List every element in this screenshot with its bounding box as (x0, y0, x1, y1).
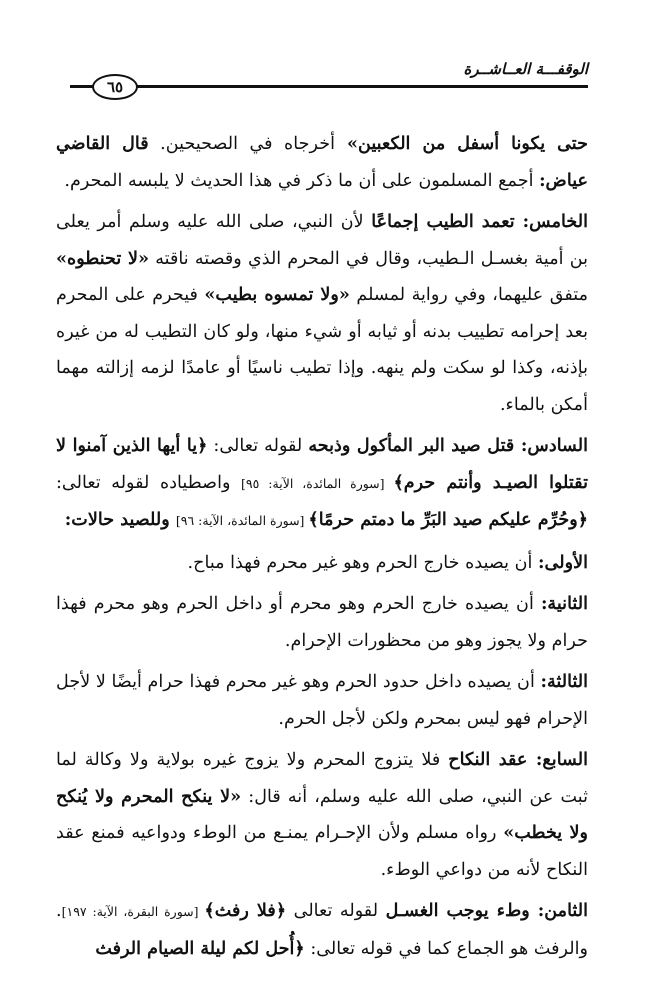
bold-text: وللصيد حالات: (64, 509, 176, 530)
paragraph (56, 428, 588, 540)
body-text: أن يصيده داخل حدود الحرم وهو غير محرم فهذا حرام أيضًا لا لأجل الإحرام فهو ليس بمحرم ولكن لأجل الحرم. (56, 672, 588, 729)
bold-text: السادس: قتل صيد البر المأكول وذبحه (308, 435, 588, 456)
body-text: أن يصيده خارج الحرم وهو غير محرم فهذا مباح. (187, 552, 539, 573)
body-text: متفق عليهما، وفي رواية لمسلم (349, 285, 589, 305)
body-text: فيحرم على المحرم بعد إحرامه تطييب بدنه أو ثيابه أو شيء منها، ولو كان التطيب له من غيره بإذنه، وكذا لو سكت ولم ينهه. وإذا تطيب ناسيًا أو عامدًا لزمه إزالته مهما أمكن بالماء. (56, 285, 588, 415)
page-number: ٦٥ (92, 74, 138, 100)
citation: [سورة المائدة، الآية: ٩٦] (175, 513, 309, 528)
bold-text: ﴿يا أيها الذين آمنوا لا تقتلوا الصيـد وأنتم حرم﴾ (56, 435, 588, 493)
citation: [سورة المائدة، الآية: ٩٥] (241, 475, 394, 491)
body-text: لقوله تعالى: (207, 436, 309, 456)
paragraph (56, 742, 588, 888)
paragraph (56, 586, 588, 659)
bold-text: الثامن: وطء يوجب الغسـل (385, 900, 588, 921)
bold-text: ﴿أُحل لكم ليلة الصيام الرفث (95, 937, 305, 959)
paragraph (56, 545, 588, 582)
paragraph (56, 204, 588, 423)
page-body (56, 126, 588, 972)
bold-text: السابع: عقد النكاح (448, 749, 588, 770)
body-text: . والرفث هو الجماع كما في قوله تعالى: (56, 901, 588, 959)
bold-text: ﴿فلا رفث﴾ (204, 900, 287, 921)
bold-text: «ولا تمسوه بطيب» (204, 284, 350, 305)
bold-text: الأولى: (538, 551, 588, 573)
header-rule-left (70, 85, 94, 88)
body-text: أجمع المسلمون على أن ما ذكر في هذا الحديث لا يلبسه المحرم. (64, 170, 540, 191)
body-text: فلا يتزوج المحرم ولا يزوج غيره بولاية ولا وكالة لما ثبت عن النبي، صلى الله عليه وسلم، أنه قال: (56, 750, 589, 807)
body-text: لأن النبي، صلى الله عليه وسلم أمر يعلى بن أمية بغسـل الـطيب، وقال في المحرم الذي وقصته ناقته (56, 212, 589, 269)
bold-text: الخامس: تعمد الطيب إجماعًا (371, 211, 588, 232)
bold-text: ﴿وحُرِّم عليكم صيد البَرِّ ما دمتم حرمًا﴾ (308, 509, 588, 530)
bold-text: الثانية: (540, 593, 588, 614)
citation: [سورة البقرة، الآية: ١٩٧] (61, 904, 205, 919)
body-text: أن يصيده خارج الحرم وهو محرم أو داخل الحرم وهو محرم فهذا حرام ولا يجوز وهو من محظورات الإحرام. (56, 594, 588, 651)
body-text: أخرجاه في الصحيحين. (148, 134, 335, 154)
bold-text: قال القاضي عياض: (56, 133, 588, 191)
header-rule (136, 85, 588, 88)
paragraph (56, 126, 588, 199)
paragraph (56, 893, 588, 967)
page-header (70, 56, 588, 106)
paragraph (56, 664, 588, 737)
bold-text: «لا تحنطوه» (56, 247, 150, 269)
body-text: لقوله تعالى (286, 901, 386, 921)
body-text: واصطياده لقوله تعالى: (56, 472, 242, 493)
body-text: رواه مسلم ولأن الإحـرام يمنـع من الوطء ودواعيه فمنع عقد النكاح لأنه من دواعي الوطء. (56, 823, 588, 880)
bold-text: حتى يكونا أسفل من الكعبين» (334, 133, 588, 154)
chapter-title: الوقفـــة العــاشــرة (463, 60, 588, 78)
bold-text: «لا ينكح المحرم ولا يُنكح ولا يخطب» (56, 785, 588, 843)
bold-text: الثالثة: (540, 671, 588, 692)
